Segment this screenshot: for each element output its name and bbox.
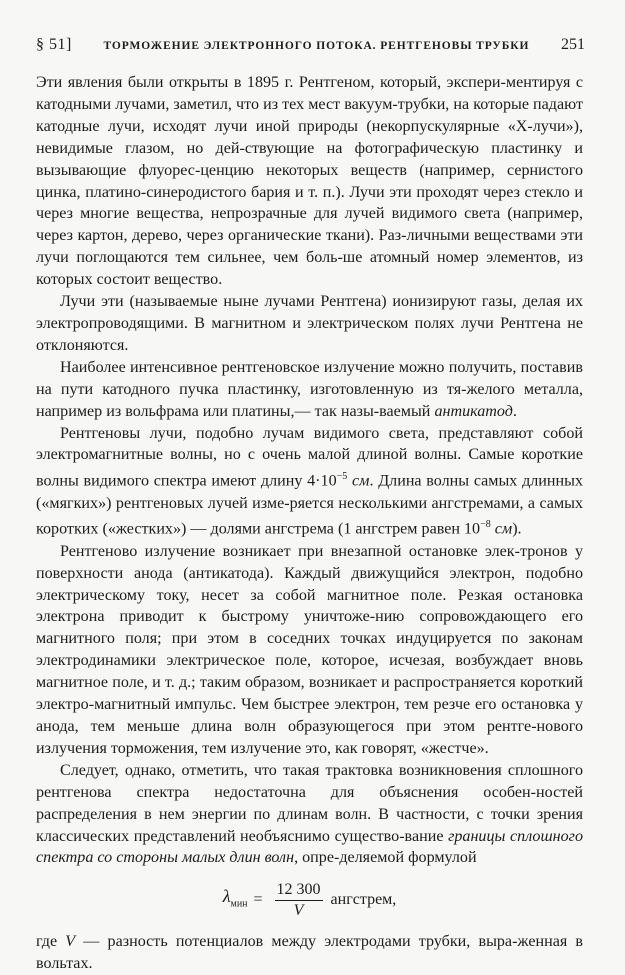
section-number: § 51] — [36, 36, 72, 53]
page-body — [36, 72, 583, 975]
equals-sign: = — [253, 891, 263, 909]
paragraph-3-text: Наиболее интенсивное рентгеновское излучение можно получить, поставив на пути катодного пучка пластинку, изготовленную из тя-желого металла, например из вольфрама или платины,— так назы-ваемый — [36, 358, 583, 420]
paragraph-7-start: где — [36, 933, 66, 951]
paragraph-6-end: , опре-деляемой формулой — [294, 849, 477, 867]
paragraph-3-end: . — [512, 402, 517, 420]
paragraph-6 — [36, 760, 583, 870]
fraction-denominator: V — [293, 901, 304, 919]
paragraph-5: Рентгеново излучение возникает при внезапной остановке элек-тронов у поверхности анода (антикатода). Каждый движущийся электрон, подобно электрическому току, несет за собой магнитное поле. Резкая остановка электрона приводит к быстрому уничтоже-нию сопровождающего его магнитного поля; при этом в соседних точках индуцируется по законам электродинамики электрическое поле, которое, исчезая, возбуждает вновь магнитное поле, и т. д.; таким образом, возникает и распространяется короткий электро-магнитный импульс. Чем быстрее электрон, тем резче его остановка у анода, тем меньше длина волн образующегося при этом рентге-нового излучения торможения, тем излучение это, как говорят, «жестче». — [36, 542, 583, 757]
paragraph-1: Эти явления были открыты в 1895 г. Рентгеном, который, экспери-ментируя с катодными лучами, заметил, что из тех мест вакуум-трубки, на которые падают катодные лучи, исходят лучи иной природы (некорпускулярные «Х-лучи»), невидимые глазом, но дей-ствующие на фотографическую пластинку и вызывающие флуорес-ценцию некоторых веществ (например, сернистого цинка, платино-синеродистого бария и т. п.). Лучи эти проходят через стекло и через многие вещества, непрозрачные для лучей видимого света (например, через картон, дерево, через органические ткани). Раз-личными веществами эти лучи поглощаются тем сильнее, чем боль-ше атомный номер элементов, из которых состоит вещество. — [36, 74, 583, 289]
unit-cm-1: см — [352, 472, 370, 490]
term-anticathode: антикатод — [434, 402, 513, 420]
page-number: 251 — [560, 36, 585, 53]
exponent-1: −5 — [336, 471, 348, 483]
formula-unit: ангстрем, — [330, 891, 397, 909]
paragraph-4-text-b: . Длина волны самых длинных («мягких») рентгеновых лучей изме-ряется несколькими ангстремами, а самых коротких («жестких») — долями ангстрема (1 ангстрем равен 10 — [36, 472, 583, 538]
paragraph-3 — [36, 357, 583, 423]
paragraph-4 — [36, 423, 583, 541]
formula-fraction — [275, 880, 323, 921]
running-header — [36, 36, 585, 54]
paragraph-7-text: — разность потенциалов между электродами трубки, выра-женная в вольтах. — [36, 933, 584, 973]
paragraph-7 — [36, 931, 583, 975]
unit-cm-2: см — [494, 520, 513, 538]
formula-lhs — [223, 886, 248, 916]
paragraph-4-end: ). — [512, 520, 522, 538]
variable-v: V — [65, 933, 76, 951]
exponent-2: −8 — [480, 519, 491, 531]
paragraph-4-text-a: Рентгеновы лучи, подобно лучам видимого света, представляют собой электромагнитные волны, но с очень малой длиной волны. Самые короткие волны видимого спектра имеют длину 4·10 — [36, 424, 583, 490]
lambda-symbol: λ — [222, 885, 231, 906]
paragraph-2: Лучи эти (называемые ныне лучами Рентгена) ионизируют газы, делая их электропроводящими. В магнитном и электрическом полях лучи Рентгена не отклоняются. — [36, 293, 583, 354]
chapter-title: ТОРМОЖЕНИЕ ЭЛЕКТРОННОГО ПОТОКА. РЕНТГЕНОВЫ ТРУБКИ — [103, 40, 530, 52]
paragraph-6-text: Следует, однако, отметить, что такая трактовка возникновения сплошного рентгенова спектра недостаточна для объяснения особен-ностей распределения в нем энергии по длинам волн. В частности, с точки зрения классических представлений необъяснимо существо-вание — [36, 761, 583, 845]
formula-lambda-min — [36, 875, 583, 925]
lambda-subscript: мин — [230, 898, 248, 910]
term-spectrum-limit: границы сплошного спектра со стороны малых длин волн — [36, 827, 583, 867]
fraction-numerator: 12 300 — [275, 880, 323, 901]
